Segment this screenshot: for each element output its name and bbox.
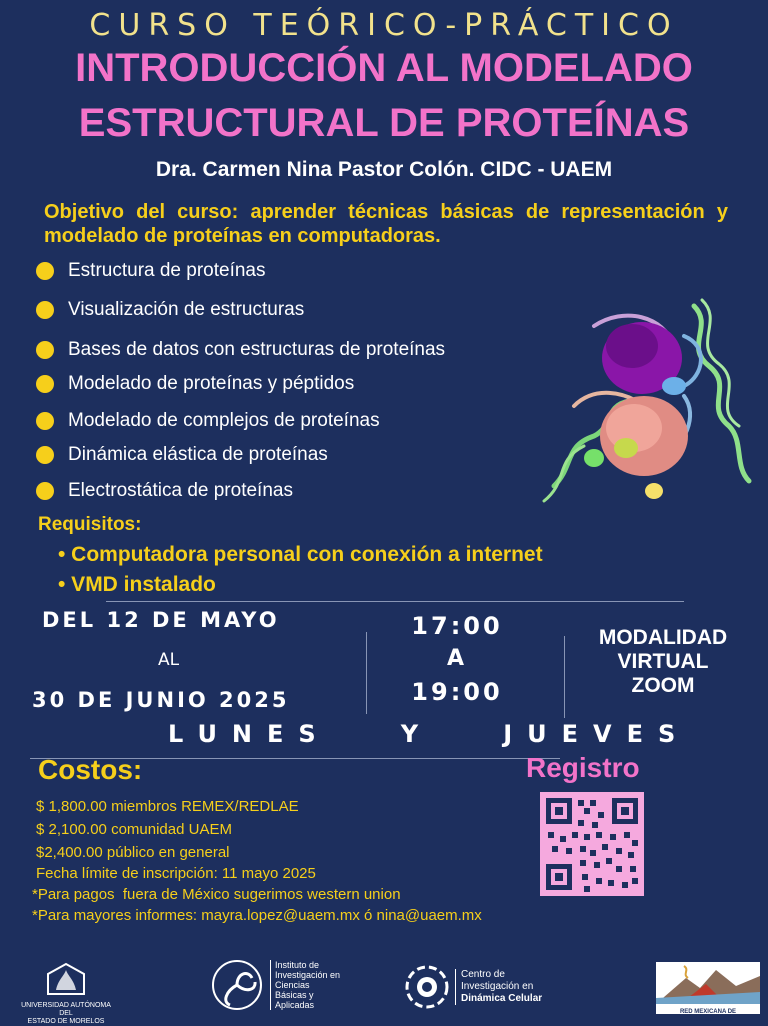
date-connector: AL: [158, 650, 180, 670]
iicba-logo: [208, 958, 340, 1012]
bullet-dot-icon: [36, 412, 54, 430]
remex-mountain-icon: [656, 962, 760, 1004]
modality-block: [578, 626, 748, 698]
date-start: DEL 12 DE MAYO: [42, 608, 280, 632]
protein-structure-image: [534, 286, 756, 518]
cidc-cell-icon: [404, 964, 450, 1010]
iicba-name-line: Aplicadas: [275, 1000, 315, 1010]
cidc-name-line: Dinámica Celular: [461, 993, 543, 1004]
course-title-line2: ESTRUCTURAL DE PROTEÍNAS: [78, 101, 690, 145]
uaem-logo: [18, 960, 114, 1026]
registration-qr-code[interactable]: [540, 792, 644, 896]
requirement-item: • Computadora personal con conexión a internet: [58, 543, 543, 566]
cost-item: $ 2,100.00 comunidad UAEM: [36, 821, 232, 838]
bullet-dot-icon: [36, 375, 54, 393]
cost-item: $2,400.00 público en general: [36, 844, 230, 861]
registration-title: Registro: [526, 752, 640, 783]
bullet-dot-icon: [36, 482, 54, 500]
bullet-dot-icon: [36, 262, 54, 280]
cidc-name-line: Centro de: [461, 969, 505, 980]
modality-line: ZOOM: [631, 674, 695, 697]
bullet-dot-icon: [36, 341, 54, 359]
remex-logo: [656, 962, 760, 1023]
uaem-name-line: UNIVERSIDAD AUTÓNOMA DEL: [21, 1002, 111, 1017]
divider-right: [564, 636, 565, 718]
cidc-name: [455, 969, 542, 1005]
time-start: 17:00: [411, 612, 503, 640]
contact-note: *Para mayores informes: mayra.lopez@uaem.mx ó nina@uaem.mx: [32, 907, 482, 924]
uaem-name-line: ESTADO DE MORELOS: [27, 1018, 105, 1025]
requirement-item: • VMD instalado: [58, 573, 216, 596]
remex-name: RED MEXICANA DE EXTREMÓFILOS: [679, 1009, 737, 1023]
course-author: Dra. Carmen Nina Pastor Colón. CIDC - UAEM: [155, 158, 613, 181]
time-end: 19:00: [411, 678, 503, 706]
uaem-crest-icon: [44, 960, 88, 998]
iicba-name-line: Básicas y: [275, 990, 314, 1000]
iicba-spiral-icon: [208, 958, 266, 1012]
iicba-name-line: Instituto de: [275, 960, 320, 970]
costs-title: Costos:: [38, 754, 143, 785]
time-separator: A: [446, 646, 468, 671]
modality-line: VIRTUAL: [617, 650, 709, 673]
iicba-name-line: Investigación en: [275, 970, 341, 980]
cidc-logo: [404, 964, 542, 1010]
divider-top: [106, 601, 684, 602]
topic-item: Modelado de complejos de proteínas: [36, 408, 380, 434]
topic-item: Visualización de estructuras: [36, 297, 304, 323]
topic-item: Bases de datos con estructuras de proteínas: [36, 337, 445, 363]
course-objective: Objetivo del curso: aprender técnicas básicas de representación y modelado de proteínas en computadoras.: [44, 201, 728, 247]
iicba-name: [270, 960, 340, 1010]
course-type-label: CURSO TEÓRICO-PRÁCTICO: [89, 8, 679, 43]
divider-left: [366, 632, 367, 714]
iicba-name-line: Ciencias: [275, 980, 310, 990]
topic-item: Electrostática de proteínas: [36, 478, 293, 504]
bullet-dot-icon: [36, 301, 54, 319]
course-title-line1: INTRODUCCIÓN AL MODELADO: [75, 46, 693, 90]
cost-item: $ 1,800.00 miembros REMEX/REDLAE: [36, 798, 299, 815]
requirements-title: Requisitos:: [38, 514, 142, 535]
deadline-text: Fecha límite de inscripción: 11 mayo 2025: [36, 865, 316, 882]
topic-item: Dinámica elástica de proteínas: [36, 442, 328, 468]
bullet-dot-icon: [36, 446, 54, 464]
course-days: LUNES Y JUEVES: [168, 720, 691, 748]
modality-line: MODALIDAD: [598, 626, 728, 649]
payment-note: *Para pagos fuera de México sugerimos western union: [32, 886, 401, 903]
topic-item: Estructura de proteínas: [36, 258, 266, 284]
cidc-name-line: Investigación en: [461, 981, 534, 992]
date-end: 30 DE JUNIO 2025: [32, 688, 290, 712]
topic-item: Modelado de proteínas y péptidos: [36, 371, 354, 397]
